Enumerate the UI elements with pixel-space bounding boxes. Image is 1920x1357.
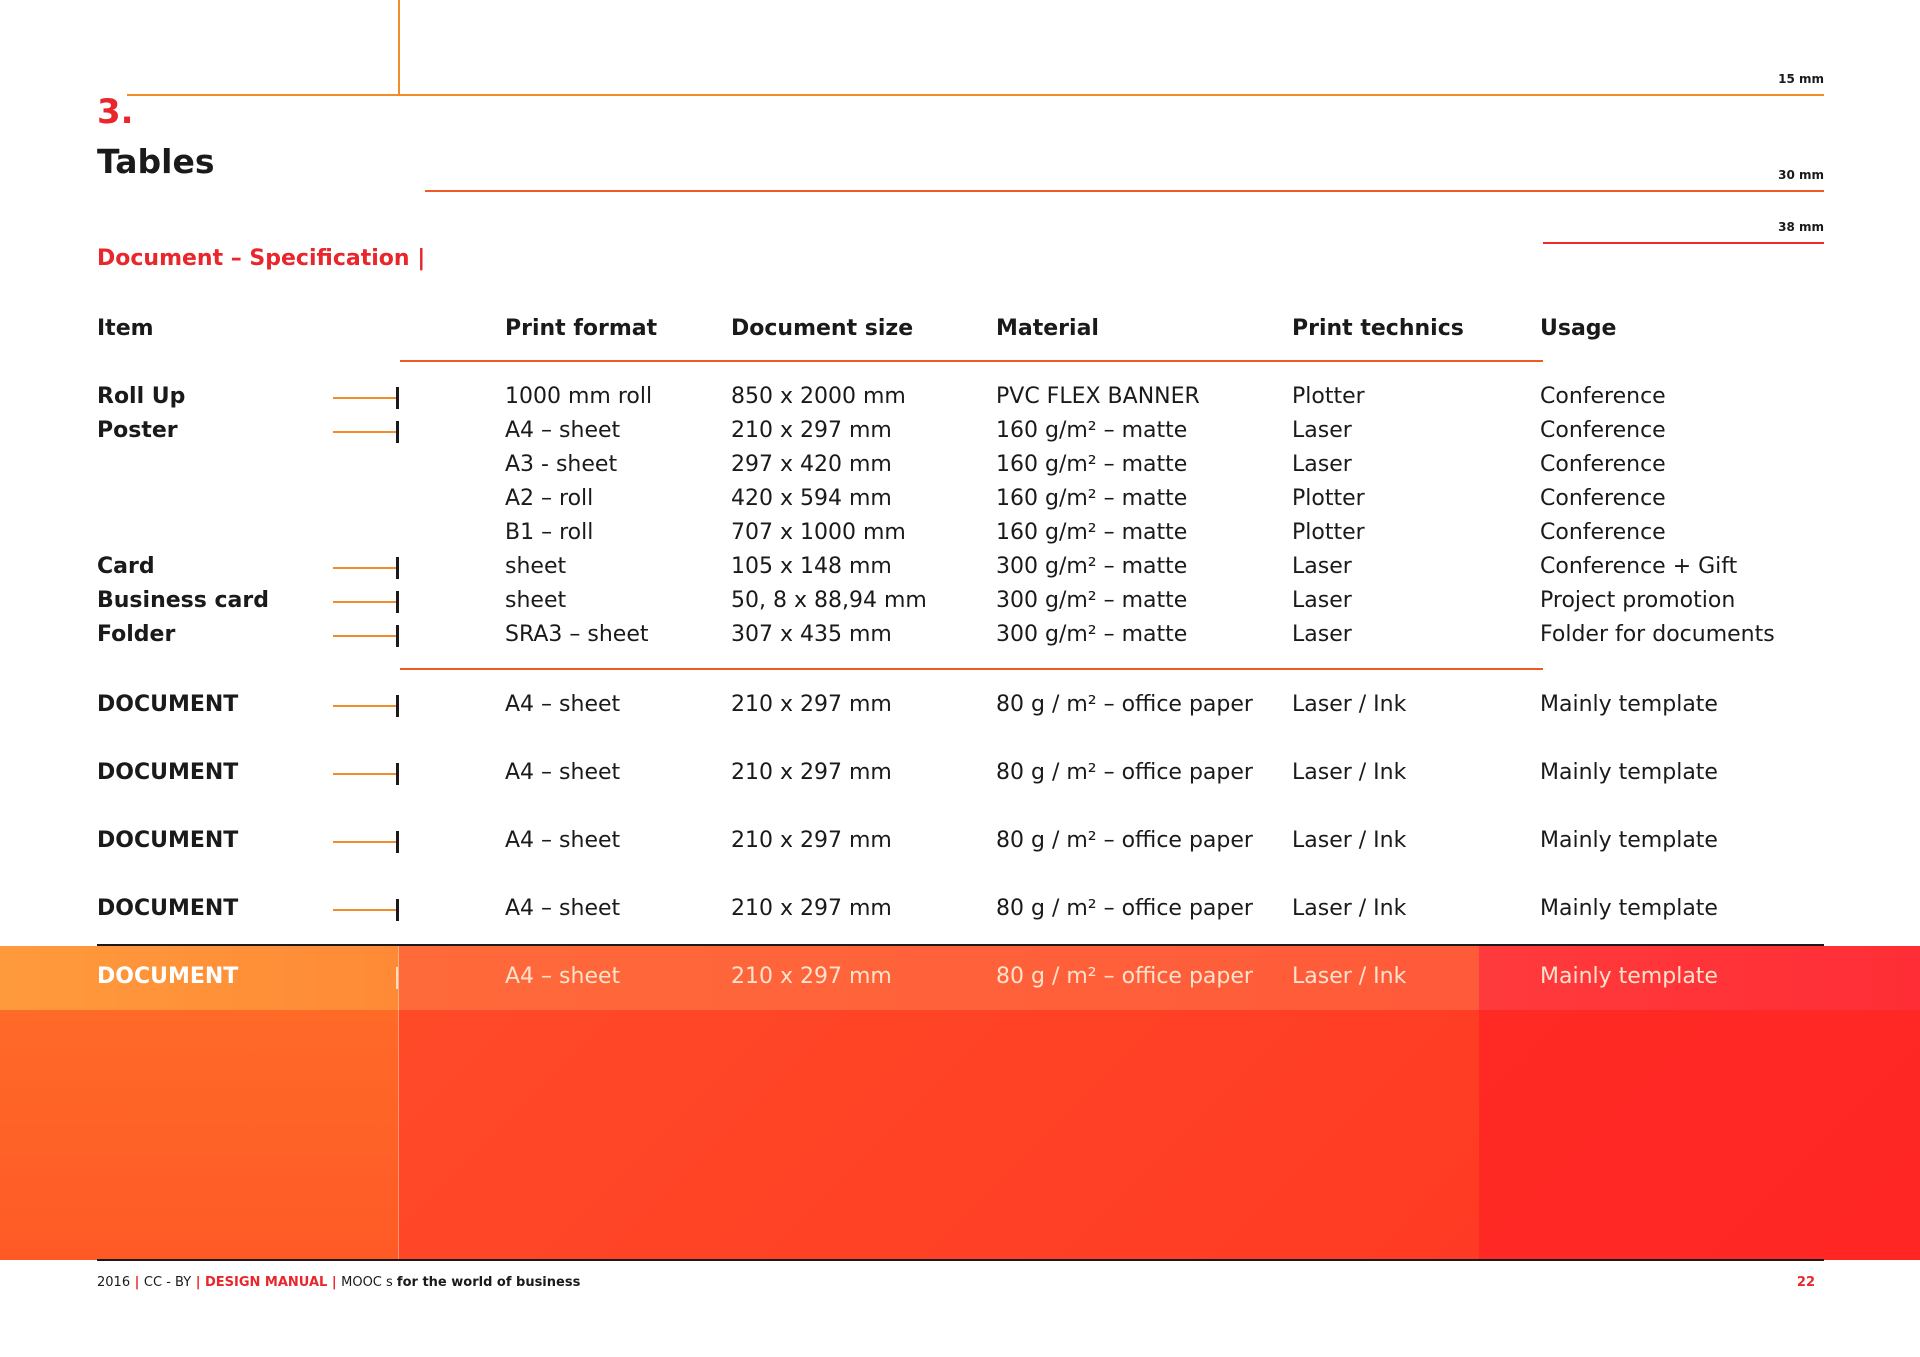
row-technics: Plotter [1292,520,1365,545]
footer-manual: DESIGN MANUAL [204,1275,328,1290]
row-format: A4 – sheet [505,828,621,853]
guide-line-15mm [127,94,1824,96]
row-size: 50, 8 x 88,94 mm [731,588,927,613]
row-tick-bar [396,695,399,717]
row-tick-bar [396,899,399,921]
header-print-format: Print format [505,316,658,341]
row-format: A4 – sheet [505,418,621,443]
row-material: 160 g/m² – matte [996,486,1188,511]
row-technics: Laser / Ink [1292,760,1407,785]
row-tick-line [333,567,397,569]
row-usage: Mainly template [1540,760,1718,785]
row-item: DOCUMENT [97,896,239,921]
row-usage: Conference [1540,520,1666,545]
row-format: 1000 mm roll [505,384,653,409]
row-tick-bar [396,557,399,579]
row-usage: Folder for documents [1540,622,1775,647]
row-technics: Plotter [1292,384,1365,409]
table-mid-rule [400,668,1543,670]
row-technics: Laser [1292,554,1352,579]
row-format: A3 - sheet [505,452,618,477]
row-technics: Laser / Ink [1292,964,1407,989]
row-item: Poster [97,418,178,443]
row-item: DOCUMENT [97,828,239,853]
gradient-color-block [0,1010,1920,1260]
row-size: 850 x 2000 mm [731,384,906,409]
row-tick-bar [396,421,399,443]
row-technics: Laser / Ink [1292,896,1407,921]
row-tick-line [333,635,397,637]
footer-separator: | [191,1275,205,1290]
row-technics: Laser [1292,452,1352,477]
row-tick-bar [396,387,399,409]
row-size: 420 x 594 mm [731,486,892,511]
guide-line-30mm [425,190,1824,192]
row-item: Roll Up [97,384,186,409]
row-technics: Laser [1292,622,1352,647]
row-item: Business card [97,588,269,613]
row-tick-bar [396,591,399,613]
footer-license: CC - BY [143,1275,192,1290]
row-item: DOCUMENT [97,760,239,785]
footer-year: 2016 [97,1275,131,1290]
row-size: 307 x 435 mm [731,622,892,647]
footer-rule [97,1259,1824,1261]
row-material: 300 g/m² – matte [996,622,1188,647]
guide-label-30mm: 30 mm [1778,168,1824,182]
guide-line-38mm [1543,242,1824,244]
row-material: PVC FLEX BANNER [996,384,1200,409]
header-print-technics: Print technics [1292,316,1464,341]
row-usage: Mainly template [1540,828,1718,853]
row-size: 210 x 297 mm [731,896,892,921]
row-tick-bar [396,967,398,989]
footer-separator: | [130,1275,144,1290]
row-usage: Conference [1540,418,1666,443]
row-size: 210 x 297 mm [731,760,892,785]
row-format: sheet [505,588,567,613]
section-subtitle: Document – Specification | [97,246,426,271]
row-usage: Mainly template [1540,964,1718,989]
row-tick-line [333,397,397,399]
row-format: A2 – roll [505,486,594,511]
row-usage: Conference [1540,384,1666,409]
row-format: A4 – sheet [505,692,621,717]
guide-vertical-line [398,0,400,95]
row-tick-line [333,431,397,433]
row-format: SRA3 – sheet [505,622,649,647]
row-item: DOCUMENT [97,964,239,989]
row-format: B1 – roll [505,520,594,545]
footer-tagline: for the world of business [396,1275,581,1290]
section-number: 3. [97,92,134,132]
row-material: 300 g/m² – matte [996,554,1188,579]
row-tick-bar [396,831,399,853]
header-document-size: Document size [731,316,914,341]
row-tick-bar [396,763,399,785]
row-material: 160 g/m² – matte [996,418,1188,443]
row-format: sheet [505,554,567,579]
footer [97,1275,580,1290]
header-item: Item [97,316,154,341]
row-tick-bar [396,625,399,647]
row-material: 80 g / m² – office paper [996,828,1253,853]
row-tick-line [333,601,397,603]
footer-separator: | [327,1275,342,1290]
header-usage: Usage [1540,316,1617,341]
row-usage: Conference [1540,452,1666,477]
row-technics: Laser [1292,418,1352,443]
row-size: 210 x 297 mm [731,964,892,989]
row-material: 80 g / m² – office paper [996,896,1253,921]
row-size: 297 x 420 mm [731,452,892,477]
row-format: A4 – sheet [505,964,621,989]
row-technics: Laser / Ink [1292,692,1407,717]
row-format: A4 – sheet [505,896,621,921]
section-title: Tables [97,142,215,181]
row-usage: Mainly template [1540,692,1718,717]
row-tick-line [333,841,397,843]
row-material: 160 g/m² – matte [996,452,1188,477]
row-item: Folder [97,622,176,647]
row-technics: Plotter [1292,486,1365,511]
guide-label-38mm: 38 mm [1778,220,1824,234]
row-tick-line [333,909,397,911]
guide-label-15mm: 15 mm [1778,72,1824,86]
row-technics: Laser [1292,588,1352,613]
row-technics: Laser / Ink [1292,828,1407,853]
row-usage: Mainly template [1540,896,1718,921]
row-tick-line [333,773,397,775]
row-size: 210 x 297 mm [731,692,892,717]
footer-moocs: MOOC s [341,1275,397,1290]
row-size: 707 x 1000 mm [731,520,906,545]
row-usage: Conference + Gift [1540,554,1738,579]
row-size: 105 x 148 mm [731,554,892,579]
row-size: 210 x 297 mm [731,828,892,853]
row-format: A4 – sheet [505,760,621,785]
row-material: 80 g / m² – office paper [996,692,1253,717]
row-usage: Conference [1540,486,1666,511]
row-material: 80 g / m² – office paper [996,964,1253,989]
gradient-divider [398,946,399,1260]
header-material: Material [996,316,1099,341]
row-material: 300 g/m² – matte [996,588,1188,613]
row-item: DOCUMENT [97,692,239,717]
row-usage: Project promotion [1540,588,1736,613]
page-number: 22 [1796,1275,1815,1290]
row-size: 210 x 297 mm [731,418,892,443]
row-material: 80 g / m² – office paper [996,760,1253,785]
row-item: Card [97,554,155,579]
row-tick-line [333,705,397,707]
table-top-rule [400,360,1543,362]
row-material: 160 g/m² – matte [996,520,1188,545]
